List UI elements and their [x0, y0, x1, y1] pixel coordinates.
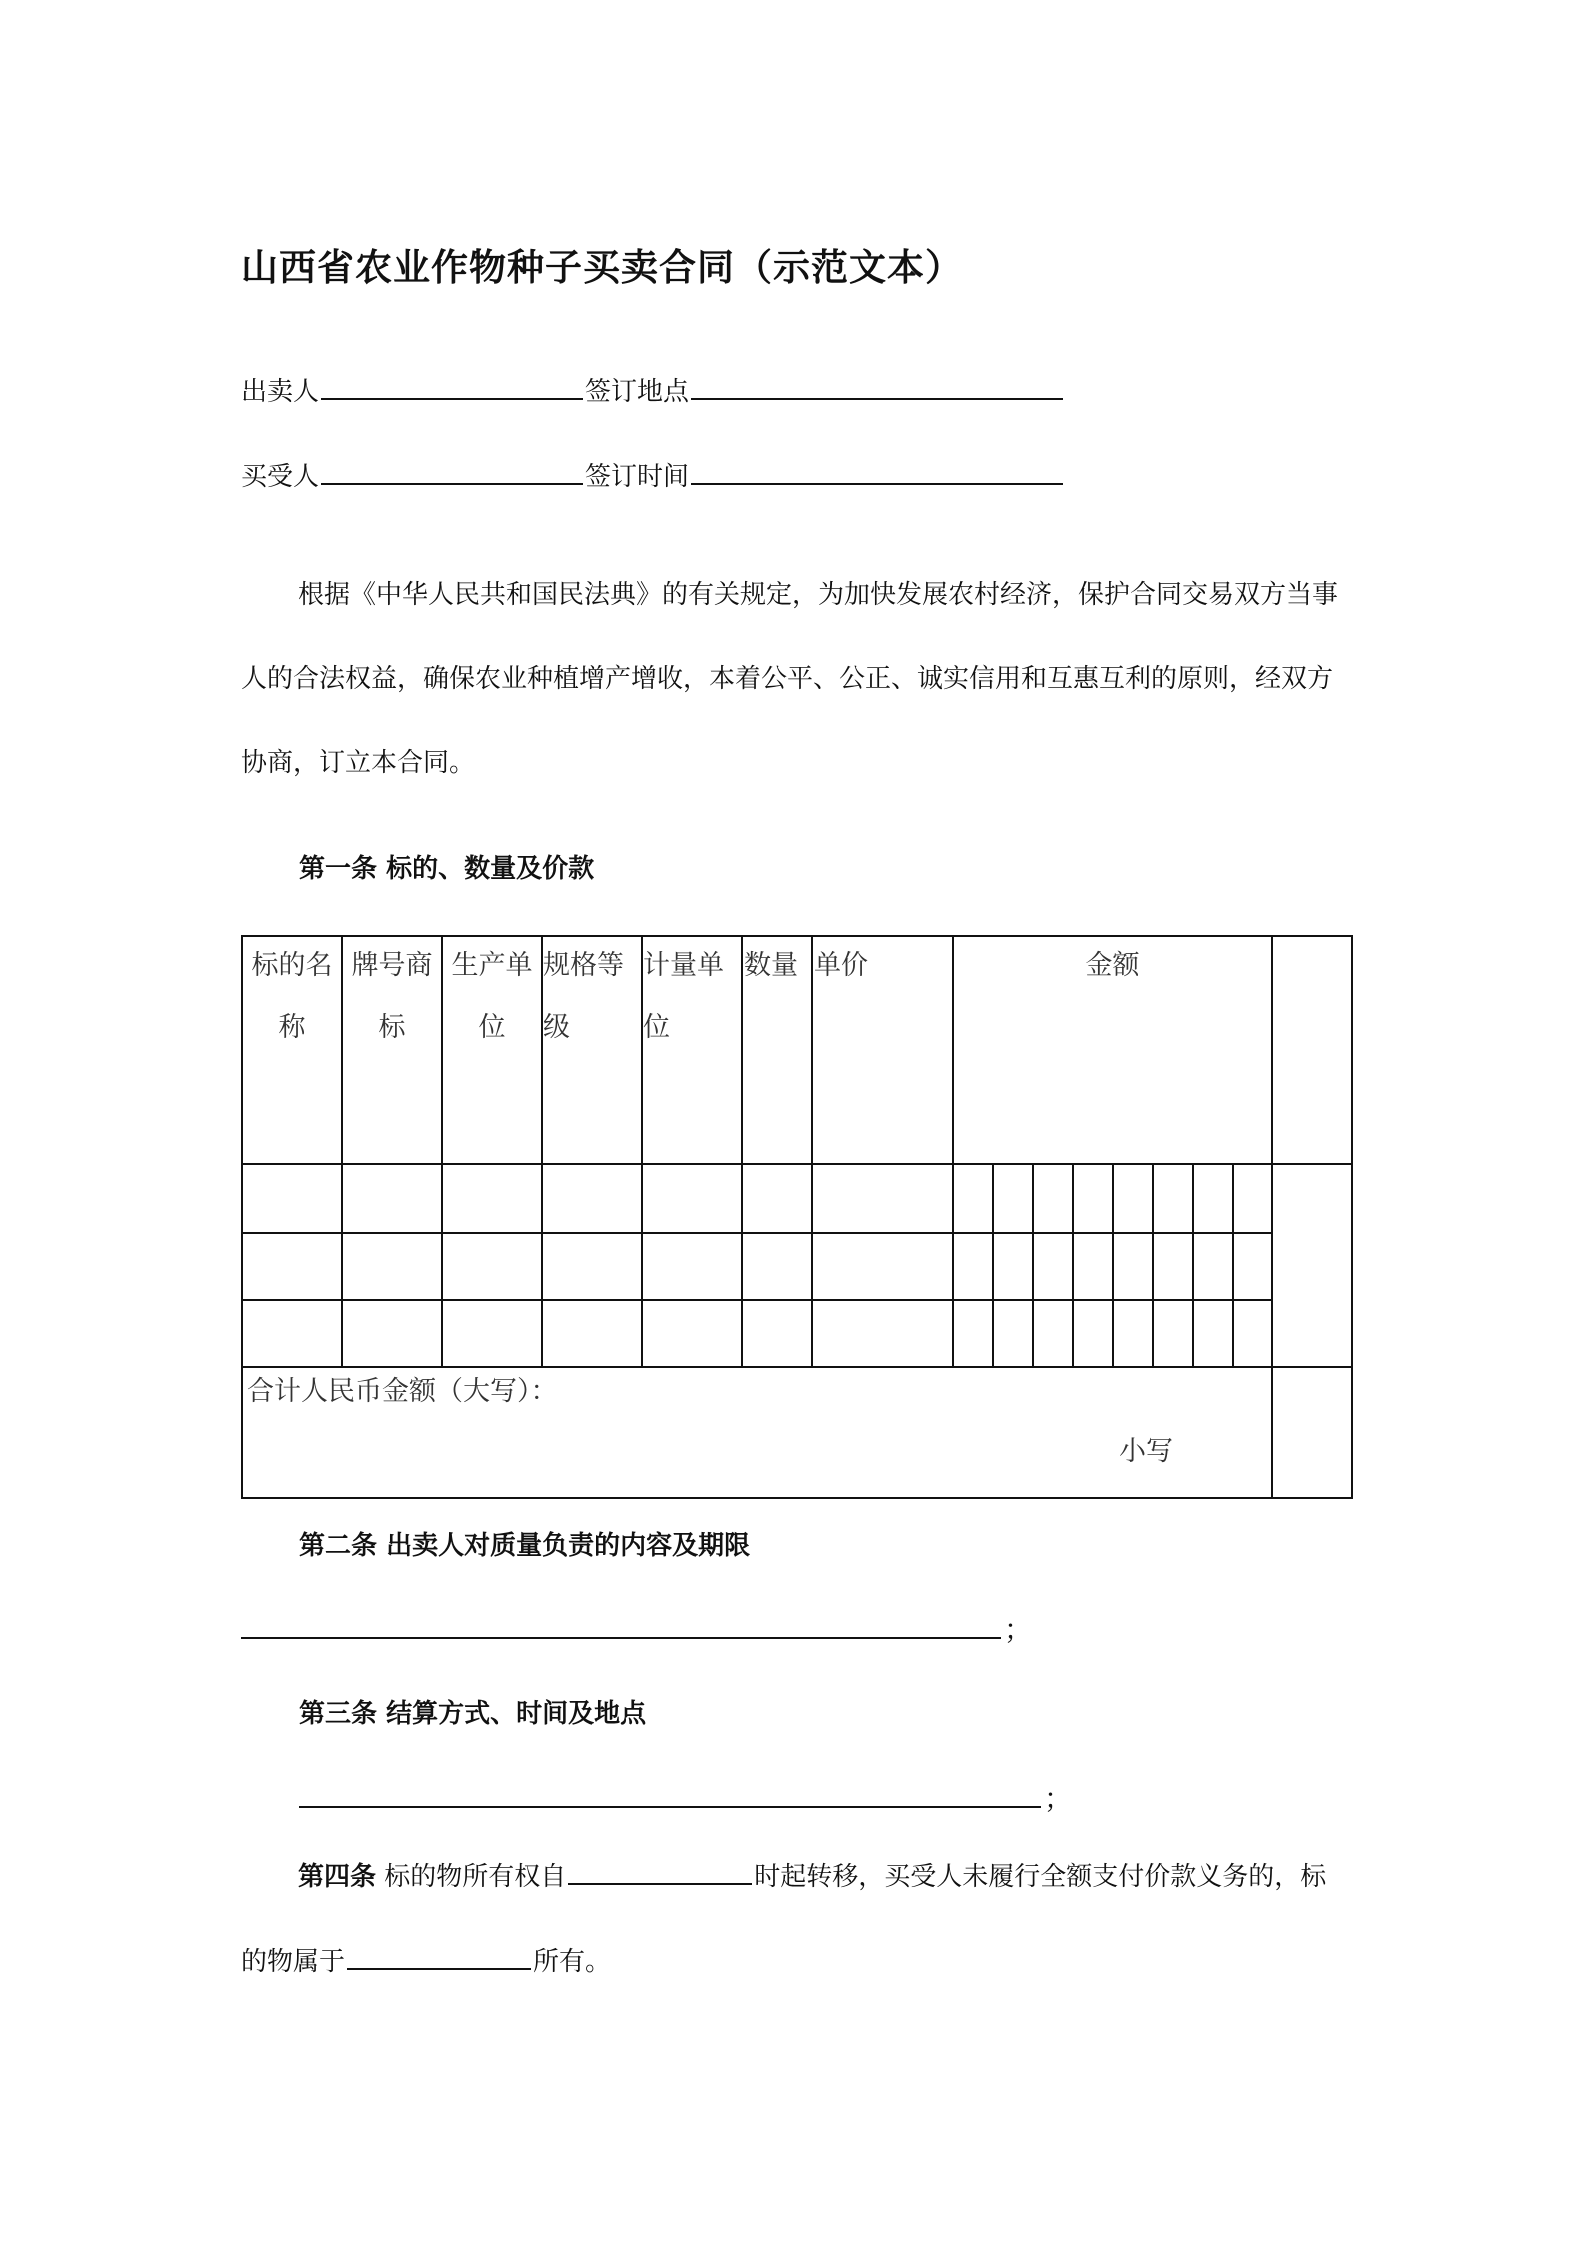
article-4-paragraph [241, 1835, 1351, 2005]
article-4-part3: 所有。 [533, 1947, 612, 1977]
article-4-num: 第四条 [298, 1862, 377, 1892]
article-2-title: 出卖人对质量负责的内容及期限 [386, 1531, 751, 1561]
article-4-transfer-field[interactable] [568, 1861, 752, 1885]
sign-time-label: 签订时间 [585, 462, 690, 492]
article-4-part1: 标的物所有权自 [384, 1862, 567, 1892]
article-3-num: 第三条 [299, 1699, 378, 1729]
page-title: 山西省农业作物种子买卖合同（示范文本） [241, 246, 963, 289]
header-unit: 计量单 位 [643, 950, 724, 1043]
seller-line [241, 371, 1065, 408]
header-producer: 生产单 位 [451, 950, 533, 1043]
article-2-heading [299, 1525, 750, 1562]
header-unit-price: 单价 [814, 950, 868, 981]
sign-time-field[interactable] [691, 461, 1063, 485]
seller-field[interactable] [321, 376, 583, 400]
header-amount: 金额 [1085, 950, 1140, 981]
article-2-field[interactable] [241, 1637, 1001, 1639]
total-label: 合计人民币金额（大写）： [247, 1376, 558, 1407]
buyer-field[interactable] [321, 461, 583, 485]
article-3-field[interactable] [299, 1806, 1041, 1808]
seller-label: 出卖人 [241, 377, 320, 407]
header-brand: 牌号商 标 [351, 950, 433, 1043]
sign-place-label: 签订地点 [585, 377, 690, 407]
header-grade: 规格等 级 [543, 950, 624, 1043]
article-2-num: 第二条 [299, 1531, 378, 1561]
article-3-title: 结算方式、时间及地点 [386, 1699, 647, 1729]
header-quantity: 数量 [744, 950, 798, 981]
article-1-num: 第一条 [299, 854, 378, 884]
small-label: 小写 [1119, 1436, 1173, 1467]
article-1-heading [299, 848, 594, 885]
article-3-end: ； [1044, 1782, 1073, 1815]
article-3-heading [299, 1693, 646, 1730]
article-1-title: 标的、数量及价款 [386, 854, 595, 884]
sign-place-field[interactable] [691, 376, 1063, 400]
article-2-end: ； [1004, 1613, 1033, 1646]
article-4-owner-field[interactable] [347, 1946, 531, 1970]
buyer-label: 买受人 [241, 462, 320, 492]
buyer-line [241, 456, 1065, 493]
intro-paragraph: 根据《中华人民共和国民法典》的有关规定，为加快发展农村经济，保护合同交易双方当事人的合法权益，确保农业种植增产增收，本着公平、公正、诚实信用和互惠互利的原则，经双方协商，订立本合同。 [241, 580, 1339, 778]
header-name: 标的名 称 [251, 950, 333, 1043]
article-4-part2: 时起转移，买受人未履行全额支付价款义务的，标的物属于 [241, 1862, 1327, 1977]
goods-table [241, 935, 1353, 1499]
